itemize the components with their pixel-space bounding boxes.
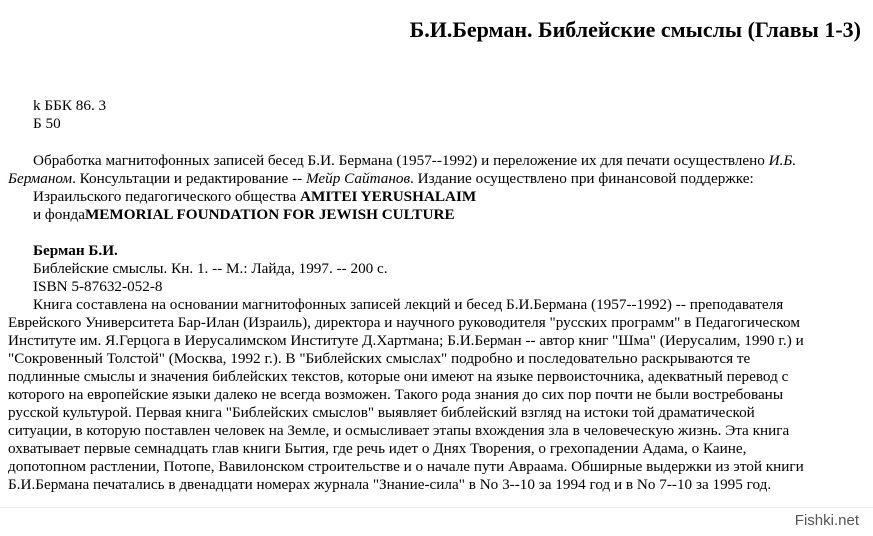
bibliographic-entry [8, 242, 860, 494]
sponsor-1-prefix: Израильского педагогического общества [33, 188, 301, 205]
credits-paragraph [8, 152, 860, 188]
description-line: охватывает первые семнадцать глав книги Бытия, где речь идет о Днях Творения, о грехопадении Адама, о Каине, [8, 440, 747, 457]
description-line: Б.И.Бермана печатались в двенадцати номерах журнала "Знание-сила" в No 3--10 за 1994 год и в No 7--10 за 1995 год. [8, 476, 772, 493]
editor-name-continued: Берманом [8, 170, 73, 187]
description-line: которого на европейские языки далеко не всегда возможен. Такого рода знания до сих пор почти не были востребованы [8, 386, 784, 403]
credits-text-2: . Консультации и редактирование -- [72, 170, 306, 187]
footer-divider [0, 507, 873, 508]
credits-text-3: . Издание осуществлено при финансовой поддержке: [410, 170, 754, 187]
page-title: Б.И.Берман. Библейские смыслы (Главы 1-3) [409, 17, 861, 42]
sponsor-line-2 [8, 206, 860, 224]
entry-isbn: ISBN 5-87632-052-8 [33, 278, 163, 295]
credits-text-1: Обработка магнитофонных записей бесед Б.И. Бермана (1957--1992) и переложение их для печати осуществлено [33, 152, 769, 169]
description-line: "Сокровенный Толстой" (Москва, 1992 г.). В "Библейских смыслах" подробно и последовательно раскрываются те [8, 350, 751, 367]
editor-name: И.Б. [768, 152, 797, 169]
site-watermark: Fishki.net [794, 512, 859, 529]
entry-description [8, 296, 860, 494]
description-line: Институте им. Я.Герцога в Иерусалимском Институте Д.Хартмана; Б.И.Берман -- автор книг "Шма" (Иерусалим, 1990 г.) и [8, 332, 804, 349]
description-line: русской культурой. Первая книга "Библейских смыслов" выявляет библейский взгляд на истоки той драматической [8, 404, 755, 421]
sponsor-1-name: AMITEI YERUSHALAIM [300, 188, 477, 205]
bbk-classification [8, 97, 873, 133]
credits-section [8, 152, 860, 224]
sponsor-2-prefix: и фонда [33, 206, 85, 223]
consultant-name: Мейр Сайтанов [305, 170, 411, 187]
entry-title-line: Библейские смыслы. Кн. 1. -- М.: Лайда, 1997. -- 200 с. [33, 260, 388, 277]
description-line: допотопном растлении, Потопе, Вавилонском строительстве и о начале пути Авраама. Обширные выдержки из этой книги [8, 458, 804, 475]
bbk-author-mark: Б 50 [33, 115, 61, 132]
description-line: Еврейского Университета Бар-Илан (Израиль), директора и научного руководителя "русских программ" в Педагогическом [8, 314, 800, 331]
entry-author: Берман Б.И. [33, 242, 118, 259]
bbk-code: k ББК 86. 3 [33, 97, 107, 114]
description-line: подлинные смыслы и значения библейских текстов, которые они имеют на языке первоисточника, адекватный перевод с [8, 368, 789, 385]
description-line: ситуации, в которую поставлен человек на Земле, и осмысливает этапы вхождения зла в человеческую жизнь. Эта книга [8, 422, 790, 439]
description-line: Книга составлена на основании магнитофонных записей лекций и бесед Б.И.Бермана (1957--1992) -- преподавателя [33, 296, 784, 313]
sponsor-2-name: MEMORIAL FOUNDATION FOR JEWISH CULTURE [84, 206, 455, 223]
sponsor-line-1 [8, 188, 860, 206]
